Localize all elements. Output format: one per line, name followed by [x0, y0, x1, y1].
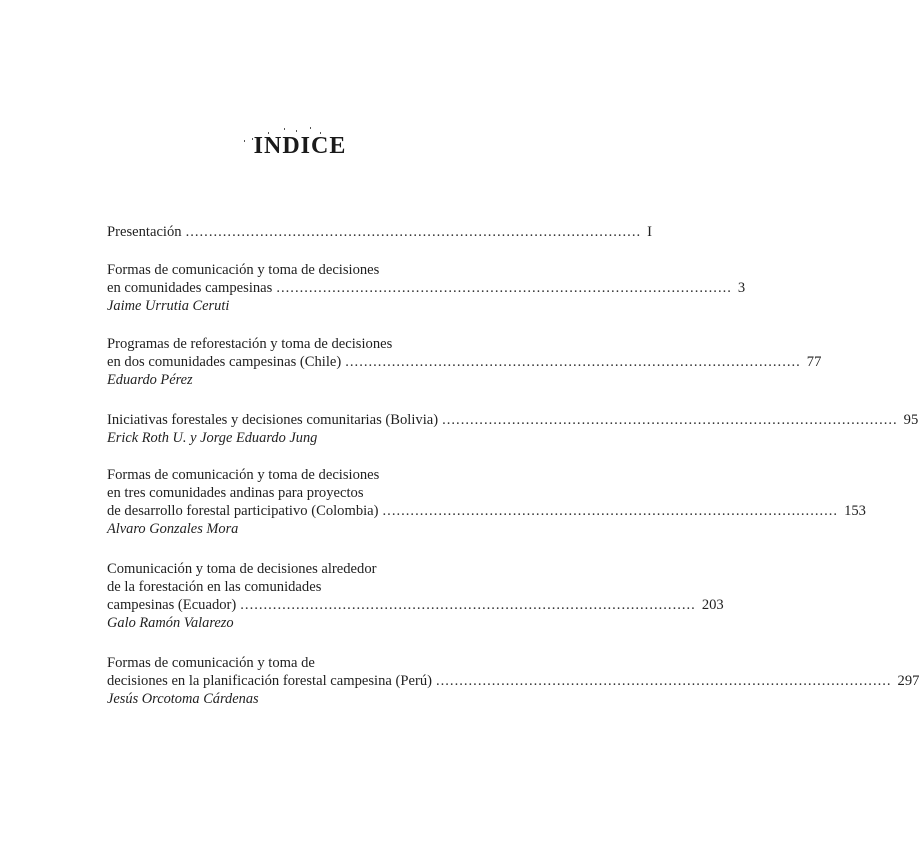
toc-author: Jesús Orcotoma Cárdenas	[107, 691, 259, 707]
dot-leader: ..................................................................................................	[185, 224, 642, 240]
toc-author: Galo Ramón Valarezo	[107, 615, 234, 631]
toc-author: Alvaro Gonzales Mora	[107, 521, 239, 537]
toc-entry-title-line: en tres comunidades andinas para proyectos	[107, 485, 364, 501]
toc-entry-title-line: Formas de comunicación y toma de	[107, 655, 315, 671]
toc-entry-title-line: Comunicación y toma de decisiones alrededor	[107, 561, 377, 577]
toc-author: Jaime Urrutia Ceruti	[107, 298, 230, 314]
toc-entry-title: en dos comunidades campesinas (Chile)	[107, 354, 342, 370]
toc-author: Erick Roth U. y Jorge Eduardo Jung	[107, 430, 318, 446]
toc-entry	[107, 466, 866, 538]
toc-page-number: I	[647, 224, 652, 240]
dot-leader: ..................................................................................................	[442, 412, 898, 428]
toc-entry-title-line	[107, 502, 866, 520]
toc-entry-title-line: Formas de comunicación y toma de decisiones	[107, 467, 380, 483]
dot-leader: ..................................................................................................	[435, 673, 892, 689]
toc-entry-title: en comunidades campesinas	[107, 280, 273, 296]
toc-entry	[107, 654, 919, 708]
toc-entry-title: de desarrollo forestal participativo (Colombia)	[107, 503, 379, 519]
toc-page-number: 3	[737, 280, 746, 296]
dot-leader: ..................................................................................................	[345, 354, 801, 370]
toc-page-number: 77	[806, 354, 822, 370]
dot-leader: ..................................................................................................	[276, 280, 732, 296]
toc-entry	[107, 411, 919, 447]
toc-entry-title-line	[107, 279, 746, 297]
dot-leader: ..................................................................................................	[382, 503, 839, 519]
dot-leader: ..................................................................................................	[240, 597, 696, 613]
toc-page-number: 203	[701, 597, 724, 613]
page-title: INDICE	[253, 133, 347, 159]
toc-entry-title: campesinas (Ecuador)	[107, 597, 237, 613]
toc-entry-title-line: de la forestación en las comunidades	[107, 579, 322, 595]
toc-page-number: 153	[844, 503, 866, 519]
toc-entry	[107, 560, 724, 632]
toc-entry-title-line	[107, 223, 652, 241]
toc-entry	[107, 335, 822, 389]
toc-entry-title: Iniciativas forestales y decisiones comunitarias (Bolivia)	[107, 412, 439, 428]
toc-page-number: 95	[903, 412, 919, 428]
toc-page-number: 297	[897, 673, 919, 689]
toc-entry-title-line	[107, 672, 919, 690]
toc-author: Eduardo Pérez	[107, 372, 193, 388]
toc-entry	[107, 261, 746, 315]
toc-entry-title-line: Formas de comunicación y toma de decisiones	[107, 262, 380, 278]
toc-entry-title: Presentación	[107, 224, 182, 240]
toc-entry-title-line	[107, 353, 822, 371]
toc-entry-title-line	[107, 596, 724, 614]
toc-entry-title: decisiones en la planificación forestal campesina (Perú)	[107, 673, 432, 689]
toc-entry-title-line	[107, 411, 919, 429]
toc-entry	[107, 223, 652, 241]
toc-entry-title-line: Programas de reforestación y toma de decisiones	[107, 336, 393, 352]
